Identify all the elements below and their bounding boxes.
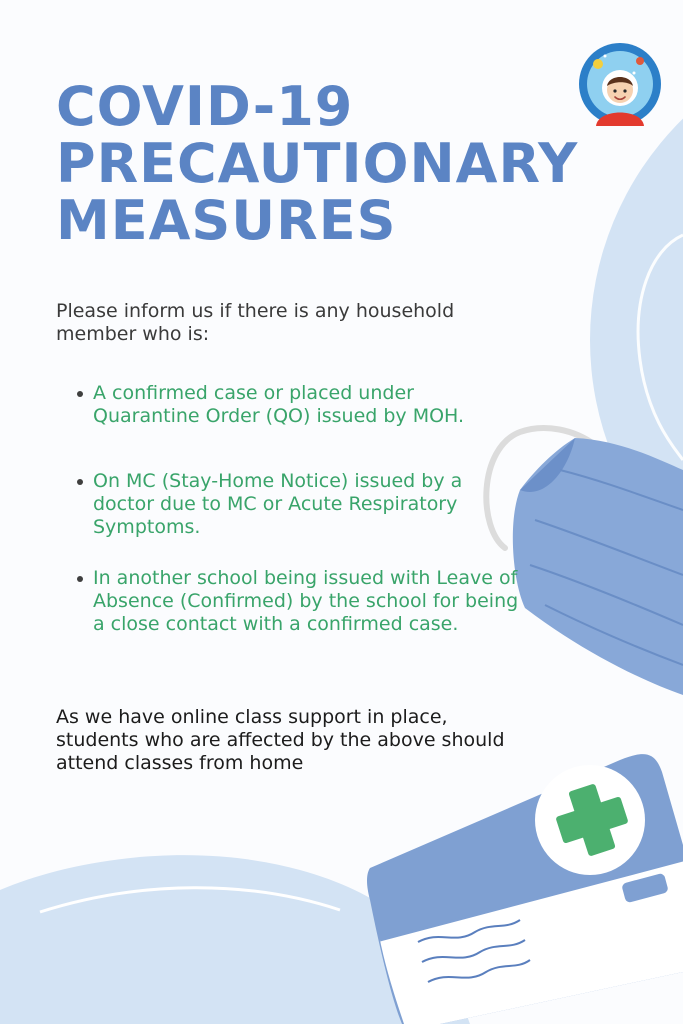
bullet-text: A confirmed case or placed under Quarantine Order (QO) issued by MOH.	[93, 382, 465, 427]
bullet-dot-icon	[77, 479, 83, 485]
bullet-dot-icon	[77, 576, 83, 582]
title-line-3: MEASURES	[56, 189, 397, 252]
bullet-dot-icon	[77, 391, 83, 397]
intro-text: Please inform us if there is any household member who is:	[56, 300, 455, 345]
title-line-1: COVID-19	[56, 75, 354, 138]
face-mask-illustration	[486, 428, 683, 695]
bullet-text: On MC (Stay-Home Notice) issued by a doctor due to MC or Acute Respiratory Symptoms.	[93, 470, 463, 538]
closing-text: As we have online class support in place, students who are affected by the above should attend classes from home	[56, 706, 505, 774]
bullet-text: In another school being issued with Leave of Absence (Confirmed) by the school for being a close contact with a confirmed case.	[93, 567, 519, 635]
page-title	[56, 75, 656, 252]
astronaut-kid-logo	[578, 42, 662, 126]
title-line-2: PRECAUTIONARY	[56, 132, 579, 195]
bullet-item-confirmed-case	[56, 382, 526, 428]
bullet-item-stay-home-notice	[56, 470, 526, 539]
bullet-item-leave-of-absence	[56, 567, 526, 636]
medical-card-illustration	[367, 754, 683, 1024]
